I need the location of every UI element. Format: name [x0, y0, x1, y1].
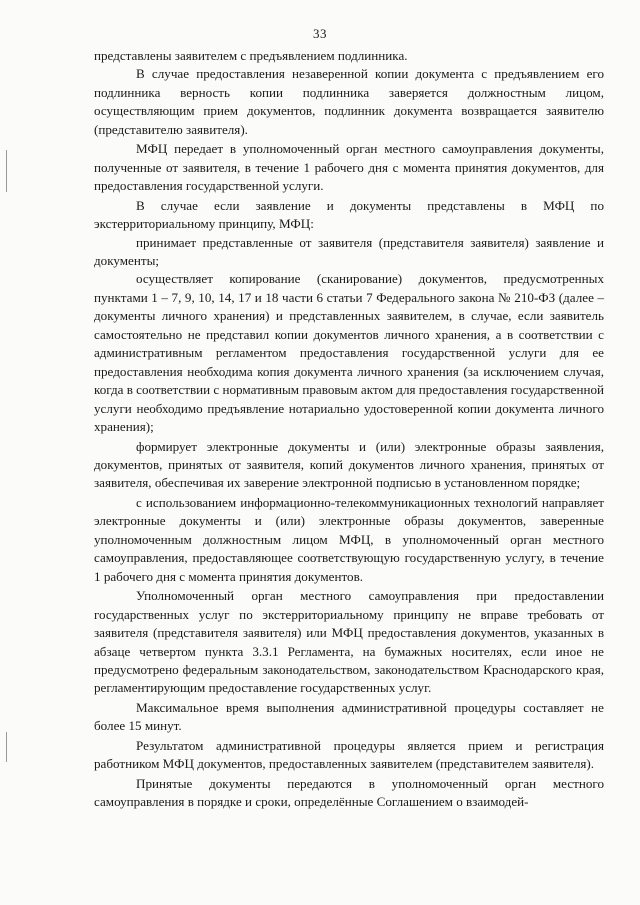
scan-margin-mark	[6, 150, 7, 192]
paragraph: Максимальное время выполнения административной процедуры составляет не более 15 минут.	[94, 699, 604, 734]
paragraph: представлены заявителем с предъявлением подлинника.	[94, 48, 408, 63]
paragraph: принимает представленные от заявителя (представителя заявителя) заявление и документы;	[94, 234, 604, 268]
paragraph: осуществляет копирование (сканирование) документов, предусмотренных пунктами 1 – 7, 9, 10, 14, 17 и 18 части 6 статьи 7 Федерального закона № 210-ФЗ (далее – документы личного хранения) и представленных заявителем, в случае, если заявитель самостоятельно не представил копии документов личного хранения, а в соответствии с административным регламентом предоставления государственной услуги для ее предоставления необходима копия документа личного хранения (за исключением случая, когда в соответствии с нормативным правовым актом для предоставления государственной услуги необходимо предъявление нотариально удостоверенной копии документа личного хранения);	[94, 271, 605, 435]
paragraph: Уполномоченный орган местного самоуправления при предоставлении государственных услуг по экстерриториальному принципу не вправе требовать от заявителя (представителя заявителя) или МФЦ предоставления документов, указанных в абзаце четвертом пункта 3.3.1 Регламента, на бумажных носителях, если иное не предусмотрено федеральным законодательством, законодательством Краснодарского края, регламентирующим предоставление государственных услуг.	[94, 588, 604, 696]
paragraph: В случае предоставления незаверенной копии документа с предъявлением его подлинника верность копии подлинника заверяется должностным лицом, осуществляющим прием документов, подлинник документа возвращается заявителю (представителю заявителя).	[94, 66, 604, 137]
paragraph: Результатом административной процедуры является прием и регистрация работником МФЦ документов, предоставленных заявителем (представителем заявителя).	[94, 737, 604, 772]
paragraph: с использованием информационно-телекоммуникационных технологий направляет электронные документы и (или) электронные образы документов, заверенные уполномоченным должностным лицом МФЦ, в уполномоченный орган местного самоуправления, предоставляющее соответствующую государственную услугу, в течение 1 рабочего дня с момента принятия документов.	[94, 494, 604, 584]
paragraph: МФЦ передает в уполномоченный орган местного самоуправления документы, полученные от заявителя, в течение 1 рабочего дня с момента принятия документов, для предоставления государственной услуги.	[94, 141, 604, 194]
paragraph: формирует электронные документы и (или) электронные образы заявления, документов, принятых от заявителя, копий документов личного хранения, принятых от заявителя, обеспечивая их заверение электронной подписью в установленном порядке;	[94, 438, 604, 491]
document-body	[94, 47, 604, 812]
page-number: 33	[313, 26, 327, 41]
paragraph: В случае если заявление и документы представлены в МФЦ по экстерриториальному принципу, МФЦ:	[94, 197, 604, 232]
scan-margin-mark	[6, 732, 7, 762]
paragraph: Принятые документы передаются в уполномоченный орган местного самоуправления в порядке и сроки, определённые Соглашением о взаимодей-	[94, 775, 604, 810]
